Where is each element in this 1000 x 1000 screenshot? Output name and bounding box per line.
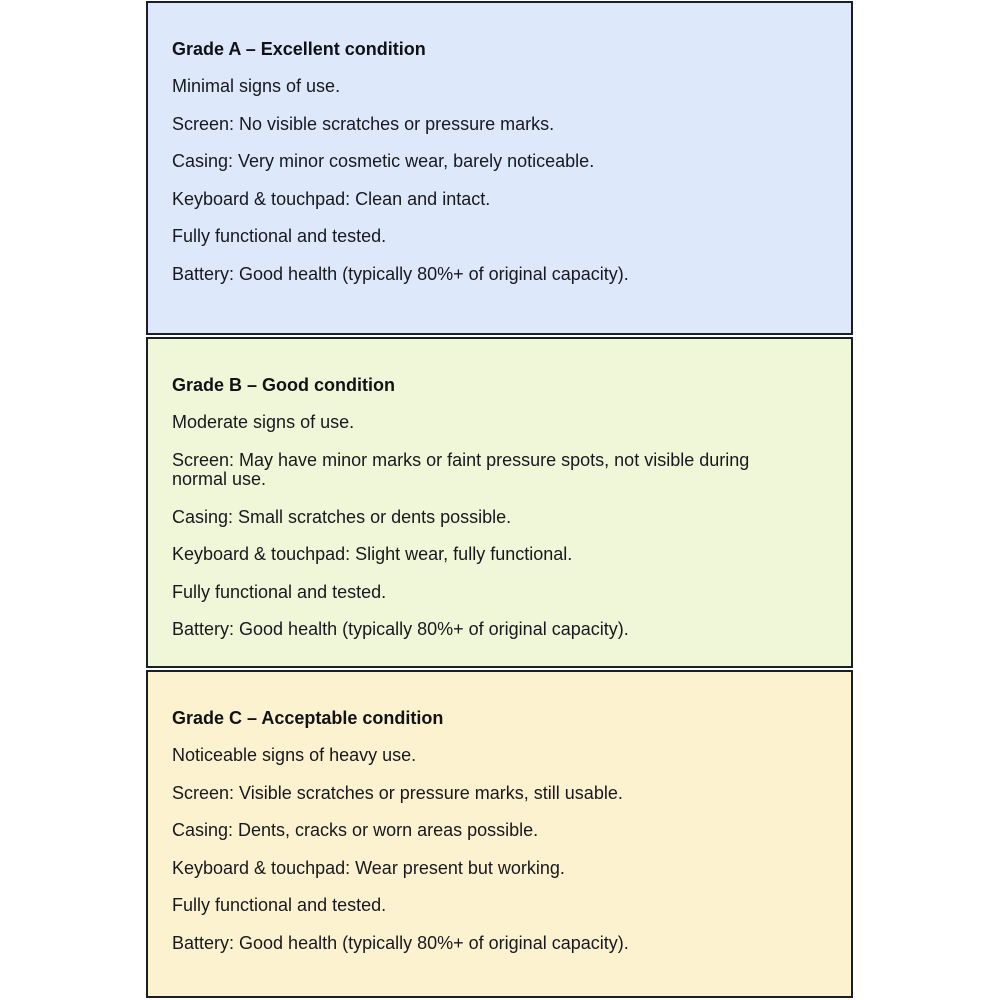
grade-a-line: Fully functional and tested.	[172, 226, 387, 246]
grade-a-line: Screen: No visible scratches or pressure marks.	[172, 113, 555, 134]
grade-c-line: Fully functional and tested.	[172, 895, 387, 915]
grade-a-line: Battery: Good health (typically 80%+ of original capacity).	[172, 263, 629, 284]
grade-c-title: Grade C – Acceptable condition	[172, 708, 444, 728]
grade-b-line: Moderate signs of use.	[172, 412, 355, 432]
grade-a-title: Grade A – Excellent condition	[172, 39, 426, 59]
grade-a-line: Casing: Very minor cosmetic wear, barely noticeable.	[172, 151, 595, 171]
grade-c-line: Battery: Good health (typically 80%+ of original capacity).	[172, 932, 629, 953]
grade-c-line: Noticeable signs of heavy use.	[172, 745, 417, 765]
grade-c-line: Screen: Visible scratches or pressure marks, still usable.	[172, 782, 623, 803]
grade-b-line: Screen: May have minor marks or faint pressure spots, not visible during normal use.	[172, 449, 750, 489]
grade-c-line: Keyboard & touchpad: Wear present but working.	[172, 857, 565, 878]
grade-b-title: Grade B – Good condition	[172, 375, 396, 395]
grade-a-panel	[146, 1, 853, 335]
grade-c-panel	[146, 670, 853, 998]
grade-b-line: Casing: Small scratches or dents possible.	[172, 506, 512, 527]
grade-c-line: Casing: Dents, cracks or worn areas possible.	[172, 820, 539, 840]
grade-a-line: Keyboard & touchpad: Clean and intact.	[172, 188, 491, 209]
grade-b-panel	[146, 337, 853, 668]
grade-b-line: Fully functional and tested.	[172, 581, 387, 602]
grade-panels-stack	[146, 0, 853, 998]
grade-b-line: Keyboard & touchpad: Slight wear, fully functional.	[172, 544, 573, 564]
grade-b-line: Battery: Good health (typically 80%+ of original capacity).	[172, 619, 629, 639]
grade-a-line: Minimal signs of use.	[172, 76, 341, 96]
